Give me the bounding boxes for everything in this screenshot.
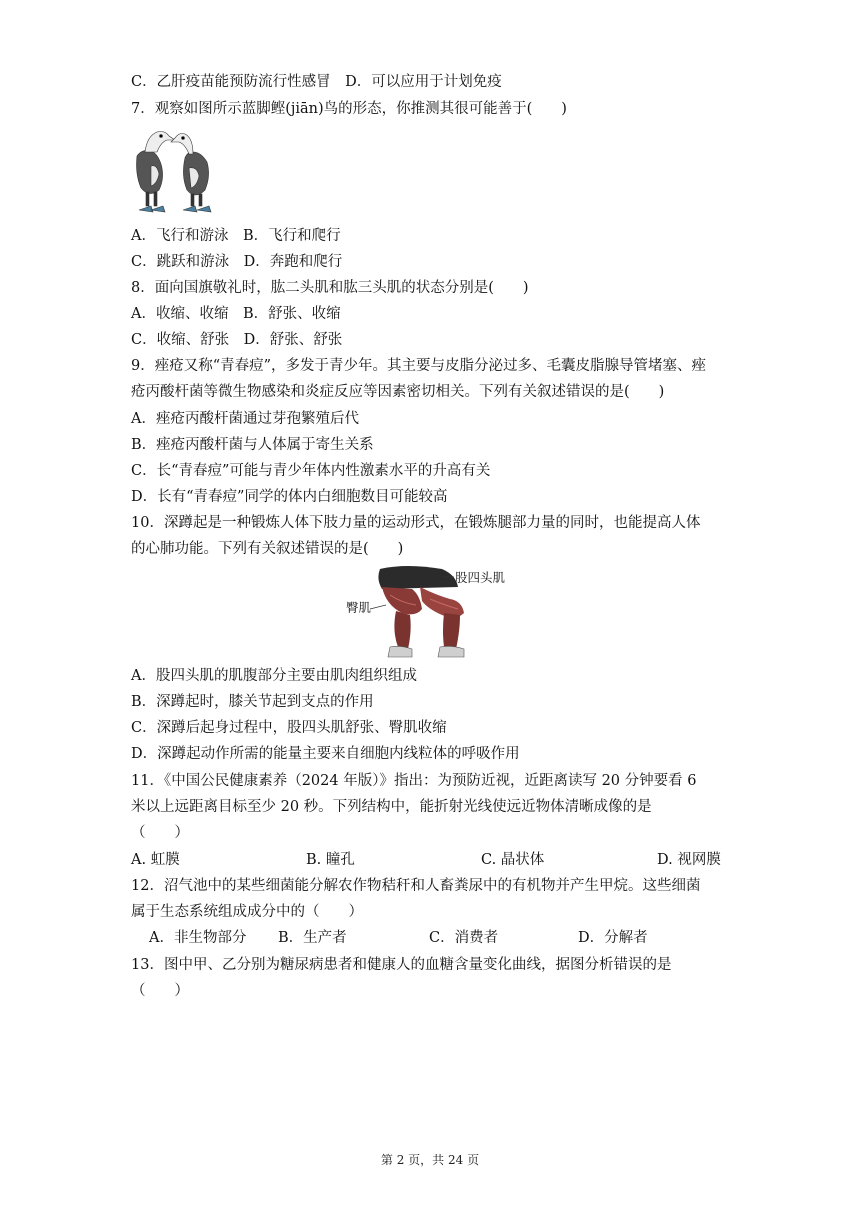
line-q8-option-cd: C．收缩、舒张 D．舒张、舒张 (131, 332, 343, 348)
booby-birds-figure (131, 126, 219, 216)
line-q13-stem-1: 13．图中甲、乙分别为糖尿病患者和健康人的血糖含量变化曲线，据图分析错误的是 (131, 957, 672, 973)
line-q11-stem-3: （ ） (131, 825, 189, 841)
line-q10-stem-1: 10．深蹲起是一种锻炼人体下肢力量的运动形式，在锻炼腿部力量的同时，也能提高人体 (131, 515, 701, 531)
q12-option-d: D．分解者 (578, 930, 648, 946)
line-q10-option-b: B．深蹲起时，膝关节起到支点的作用 (131, 694, 374, 710)
line-q9-option-a: A．痤疮丙酸杆菌通过芽孢繁殖后代 (131, 411, 359, 427)
line-q7-stem: 7．观察如图所示蓝脚鲣(jiān)鸟的形态，你推测其很可能善于( ) (131, 101, 567, 117)
line-q10-option-d: D．深蹲起动作所需的能量主要来自细胞内线粒体的呼吸作用 (131, 746, 520, 762)
line-q8-option-ab: A．收缩、收缩 B．舒张、收缩 (131, 306, 341, 322)
line-q8-stem: 8．面向国旗敬礼时，肱二头肌和肱三头肌的状态分别是( ) (131, 280, 529, 296)
q11-option-a: A. 虹膜 (131, 852, 180, 868)
q11-option-b: B. 瞳孔 (306, 852, 355, 868)
line-q11-stem-1: 11．《中国公民健康素养（2024 年版）》指出：为预防近视，近距离读写 20 分钟要看 6 (131, 773, 697, 789)
line-q10-option-c: C．深蹲后起身过程中，股四头肌舒张、臀肌收缩 (131, 720, 447, 736)
line-q12-stem-1: 12．沼气池中的某些细菌能分解农作物秸秆和人畜粪尿中的有机物并产生甲烷。这些细菌 (131, 878, 701, 894)
page-footer: 第 2 页，共 24 页 (380, 1153, 480, 1167)
q12-option-a: A．非生物部分 (149, 930, 247, 946)
line-q12-stem-2: 属于生态系统组成成分中的（ ） (131, 904, 363, 920)
line-q13-stem-2: （ ） (131, 983, 189, 999)
line-q6-option-cd: C．乙肝疫苗能预防流行性感冒 D．可以应用于计划免疫 (131, 74, 502, 90)
line-q9-stem-1: 9．痤疮又称“青春痘”，多发于青少年。其主要与皮脂分泌过多、毛囊皮脂腺导管堵塞、痤 (131, 358, 707, 374)
line-q9-option-c: C．长“青春痘”可能与青少年体内性激素水平的升高有关 (131, 463, 491, 479)
line-q11-stem-2: 米以上远距离目标至少 20 秒。下列结构中，能折射光线使远近物体清晰成像的是 (131, 799, 652, 815)
line-q9-option-b: B．痤疮丙酸杆菌与人体属于寄生关系 (131, 437, 374, 453)
line-q10-option-a: A．股四头肌的肌腹部分主要由肌肉组织组成 (131, 668, 417, 684)
line-q7-option-cd: C．跳跃和游泳 D．奔跑和爬行 (131, 254, 343, 270)
q11-option-c: C. 晶状体 (481, 852, 545, 868)
line-q7-option-ab: A．飞行和游泳 B．飞行和爬行 (131, 228, 341, 244)
line-q9-option-d: D．长有“青春痘”同学的体内白细胞数目可能较高 (131, 489, 448, 505)
q12-option-c: C．消费者 (429, 930, 499, 946)
label-quadriceps: 股四头肌 (455, 570, 506, 585)
line-q9-stem-2: 疮丙酸杆菌等微生物感染和炎症反应等因素密切相关。下列有关叙述错误的是( ) (131, 384, 665, 400)
q11-option-d: D. 视网膜 (657, 852, 721, 868)
q12-option-b: B．生产者 (278, 930, 347, 946)
line-q10-stem-2: 的心肺功能。下列有关叙述错误的是( ) (131, 541, 404, 557)
label-gluteus: 臀肌 (346, 600, 372, 615)
